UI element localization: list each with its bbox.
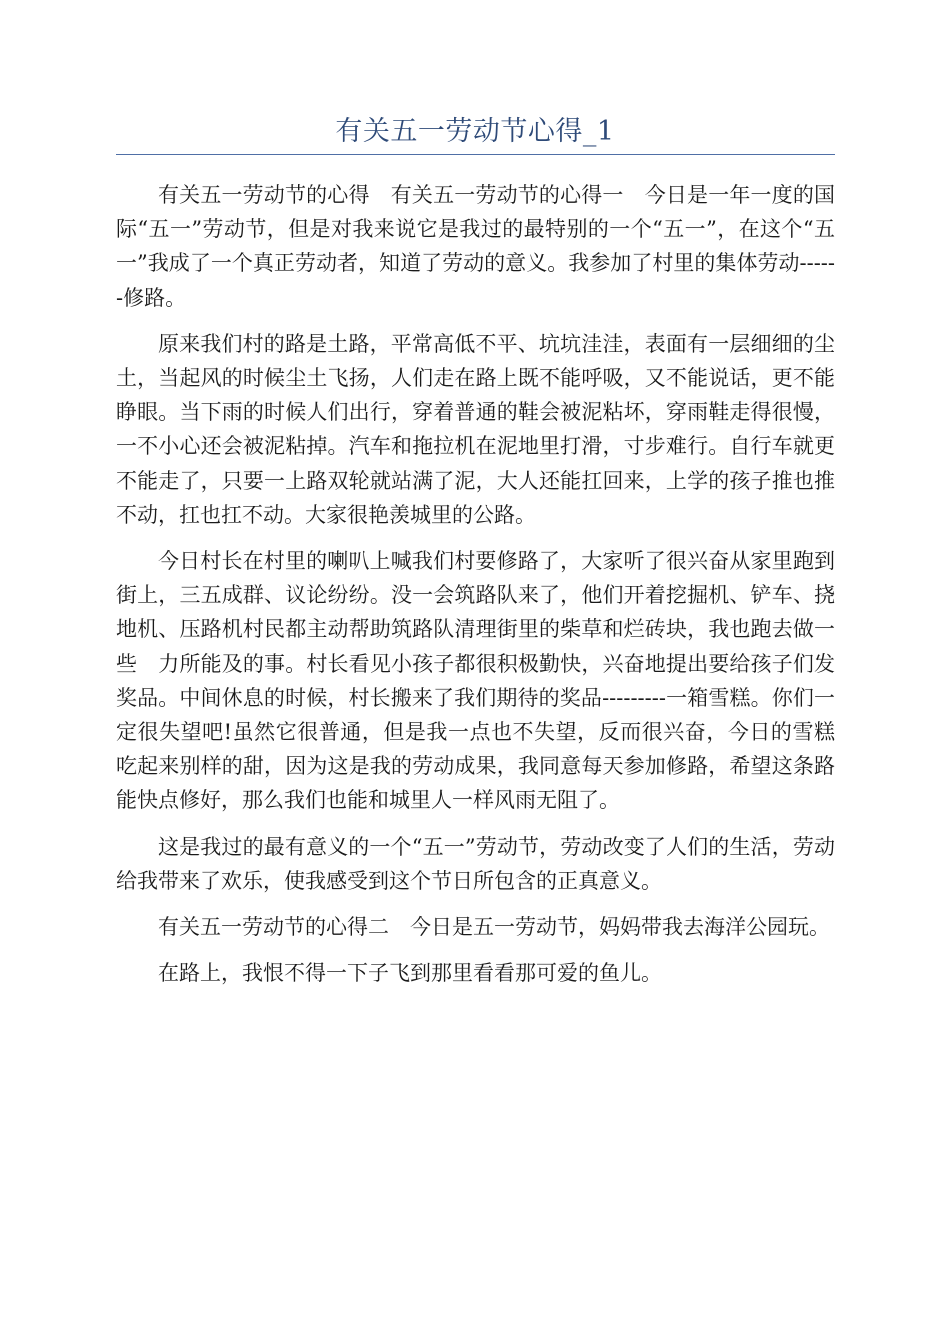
title-underline bbox=[116, 154, 835, 155]
document-body bbox=[116, 178, 835, 1002]
paragraph-4: 这是我过的最有意义的一个“五一”劳动节，劳动改变了人们的生活，劳动给我带来了欢乐，使我感受到这个节日所包含的正真意义。 bbox=[116, 834, 835, 893]
paragraph-1: 有关五一劳动节的心得 有关五一劳动节的心得一 今日是一年一度的国际“五一”劳动节，但是对我来说它是我过的最特别的一个“五一”，在这个“五一”我成了一个真正劳动者，知道了劳动的意义。我参加了村里的集体劳动------修路。 bbox=[116, 183, 835, 310]
paragraph-2: 原来我们村的路是土路，平常高低不平、坑坑洼洼，表面有一层细细的尘土，当起风的时候尘土飞扬，人们走在路上既不能呼吸，又不能说话，更不能睁眼。当下雨的时候人们出行，穿着普通的鞋会被泥粘坏，穿雨鞋走得很慢，一不小心还会被泥粘掉。汽车和拖拉机在泥地里打滑，寸步难行。自行车就更不能走了，只要一上路双轮就站满了泥，大人还能扛回来，上学的孩子推也推不动，扛也扛不动。大家很艳羡城里的公路。 bbox=[116, 331, 835, 527]
document-title: 有关五一劳动节心得_1 bbox=[335, 116, 615, 147]
paragraph-3: 今日村长在村里的喇叭上喊我们村要修路了，大家听了很兴奋从家里跑到街上，三五成群、议论纷纷。没一会筑路队来了，他们开着挖掘机、铲车、挠地机、压路机村民都主动帮助筑路队清理街里的柴草和烂砖块，我也跑去做一些 力所能及的事。村长看见小孩子都很积极勤快，兴奋地提出要给孩子们发奖品。中间休息的时候，村长搬来了我们期待的奖品---------一箱雪糕。你们一定很失望吧!虽然它很普通，但是我一点也不失望，反而很兴奋，今日的雪糕吃起来别样的甜，因为这是我的劳动成果，我同意每天参加修路，希望这条路能快点修好，那么我们也能和城里人一样风雨无阻了。 bbox=[116, 549, 835, 813]
paragraph-5: 有关五一劳动节的心得二 今日是五一劳动节，妈妈带我去海洋公园玩。 bbox=[158, 915, 830, 940]
paragraph-6: 在路上，我恨不得一下子飞到那里看看那可爱的鱼儿。 bbox=[158, 961, 662, 986]
